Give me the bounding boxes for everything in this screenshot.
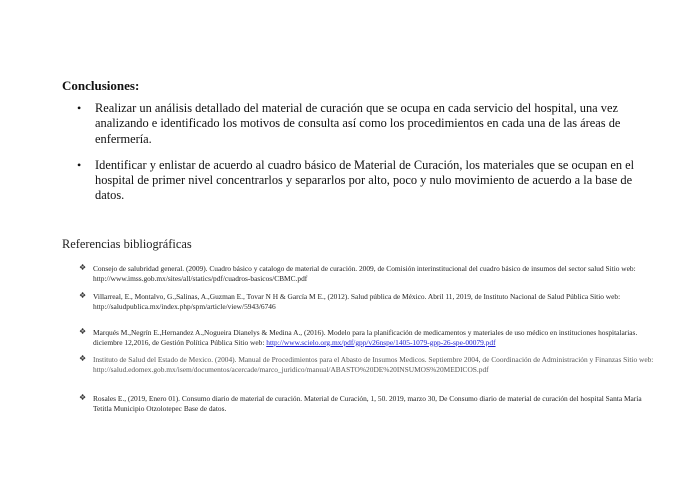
bullet-dot-icon: • xyxy=(77,157,82,172)
reference-item xyxy=(79,393,655,413)
reference-item xyxy=(79,354,655,374)
reference-text: Rosales E., (2019, Enero 01). Consumo diario de material de curación. Material de Curación, 1, 50. 2019, marzo 30, De Consumo diario de material de curación del hospital Santa María Tetitla Municipio Otzolotepec Base de datos. xyxy=(93,394,642,413)
conclusion-text: Realizar un análisis detallado del material de curación que se ocupa en cada servicio del hospital, una vez analizando e identificado los motivos de consulta así como los procedimientos en cada una de las áreas de enfermería. xyxy=(95,101,621,146)
reference-item xyxy=(79,327,655,347)
reference-item xyxy=(79,263,655,283)
reference-text: Marqués M.,Negrín E.,Hernandez A.,Nogueira Dianelys & Medina A., (2016). Modelo para la planificación de medicamentos y materiales de uso médico en instituciones hospitalarias. diciembre 12,2016, de Gestión Política Pública Sitio web: xyxy=(93,328,638,347)
conclusion-item xyxy=(62,101,652,147)
diamond-bullet-icon: ❖ xyxy=(79,263,87,272)
reference-text: Villarreal, E., Montalvo, G.,Salinas, A.,Guzman E., Tovar N H & García M E., (2012). Salud pública de México. Abril 11, 2019, de Instituto Nacional de Salud Pública Sitio web: http://saludpublica.mx/index.php/spm/article/view/5943/6746 xyxy=(93,292,621,311)
bullet-dot-icon: • xyxy=(77,101,82,115)
reference-text: Consejo de salubridad general. (2009). Cuadro básico y catalogo de material de curación. 2009, de Comisión interinstitucional del cuadro básico de insumos del sector salud Sitio web: http://www.imss.gob.mx/sites/all/statics/pdf/cuadros-basicos/CBMC.pdf xyxy=(93,264,636,283)
diamond-bullet-icon: ❖ xyxy=(79,327,87,336)
reference-item xyxy=(79,291,655,311)
diamond-bullet-icon: ❖ xyxy=(79,393,87,402)
diamond-bullet-icon: ❖ xyxy=(79,291,87,300)
references-title: Referencias bibliográficas xyxy=(62,237,192,251)
conclusion-item xyxy=(62,158,652,204)
reference-text: Instituto de Salud del Estado de Mexico. (2004). Manual de Procedimientos para el Abasto de Insumos Medicos. Septiembre 2004, de Coordinación de Administración y Finanzas Sitio web: http://salud.edomex.gob.mx/isem/documentos/acercade/marco_juridico/manual/ABASTO%20DE%20INSUMOS%20MEDICOS.pdf xyxy=(93,355,654,374)
conclusion-text: Identificar y enlistar de acuerdo al cuadro básico de Material de Curación, los materiales que se ocupan en el hospital de primer nivel concentrarlos y separarlos por alto, poco y nulo movimiento de acuerdo a la base de datos. xyxy=(95,157,635,203)
reference-link[interactable]: http://www.scielo.org.mx/pdf/gpp/v26nspe/1405-1079-gpp-26-spe-00079.pdf xyxy=(266,337,496,347)
conclusions-heading: Conclusiones: xyxy=(62,78,140,93)
diamond-bullet-icon: ❖ xyxy=(79,354,87,363)
conclusions-list xyxy=(62,101,652,215)
